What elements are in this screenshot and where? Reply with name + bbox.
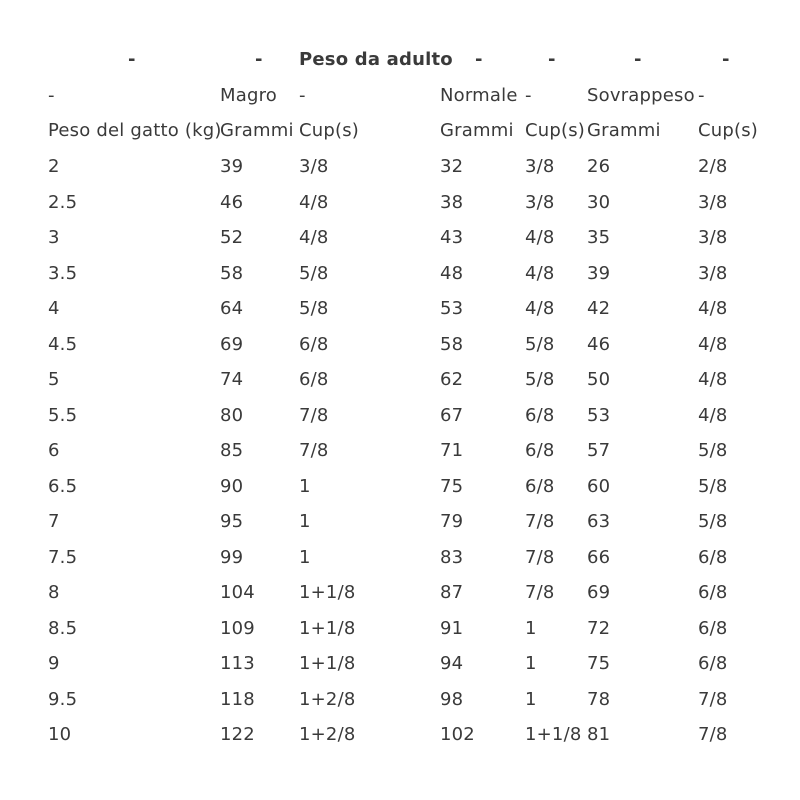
table-cell: 3 [48,227,60,248]
table-cell: 1+2/8 [299,724,356,745]
column-header: Cup(s) [525,120,586,141]
table-cell: 4/8 [698,404,728,426]
table-cell: 4/8 [698,298,728,319]
table-row [0,683,800,717]
table-row [0,150,800,184]
table-cell: 6/8 [698,546,728,568]
table-row [0,221,800,255]
table-cell: 3/8 [698,191,728,213]
table-cell: 5.5 [48,404,78,426]
table-cell: 48 [440,262,464,284]
table-cell: 91 [440,617,464,639]
title-row [0,43,800,77]
table-cell: 7/8 [299,404,329,426]
title-cell: - [722,49,730,70]
table-cell: 98 [440,688,464,710]
table-cell: 4/8 [299,227,329,248]
group-header-cell: - [525,85,532,106]
table-cell: 32 [440,156,464,177]
table-cell: 78 [587,688,611,710]
table-cell: 4/8 [525,298,555,319]
table-cell: 66 [587,546,611,568]
table-cell: 38 [440,191,464,213]
table-cell: 30 [587,191,611,213]
table-cell: 85 [220,440,244,461]
table-cell: 75 [587,653,611,674]
table-cell: 79 [440,511,464,532]
table-row [0,363,800,397]
table-cell: 3/8 [698,262,728,284]
group-header-cell: - [698,85,705,106]
table-cell: 4 [48,298,60,319]
table-cell: 4.5 [48,333,78,355]
column-header-row [0,114,800,148]
table-cell: 10 [48,724,72,745]
table-cell: 5/8 [525,333,555,355]
column-header: Cup(s) [299,120,360,141]
table-cell: 1+1/8 [299,617,356,639]
table-cell: 53 [440,298,464,319]
table-cell: 71 [440,440,464,461]
table-cell: 6/8 [698,582,728,603]
table-cell: 8.5 [48,617,78,639]
table-cell: 5 [48,369,60,390]
table-cell: 90 [220,475,244,497]
table-cell: 67 [440,404,464,426]
table-cell: 1+1/8 [299,582,356,603]
table-cell: 3/8 [525,191,555,213]
table-cell: 95 [220,511,244,532]
table-cell: 6/8 [525,475,555,497]
table-cell: 94 [440,653,464,674]
table-cell: 58 [440,333,464,355]
title-cell: - [475,49,483,70]
table-cell: 80 [220,404,244,426]
table-cell: 5/8 [299,298,329,319]
table-cell: 64 [220,298,244,319]
table-row [0,647,800,681]
table-row [0,576,800,610]
table-cell: 104 [220,582,255,603]
column-header: Grammi [587,120,661,141]
table-row [0,470,800,504]
table-row [0,292,800,326]
table-cell: 3/8 [525,156,555,177]
table-cell: 113 [220,653,255,674]
table-cell: 3.5 [48,262,78,284]
table-cell: 52 [220,227,244,248]
table-cell: 118 [220,688,255,710]
table-cell: 102 [440,724,475,745]
table-cell: 7/8 [698,724,728,745]
table-cell: 1+1/8 [299,653,356,674]
table-cell: 1+1/8 [525,724,582,745]
column-header: Peso del gatto (kg) [48,120,222,141]
column-header: Cup(s) [698,120,759,141]
group-header-cell: - [299,85,306,106]
table-cell: 6.5 [48,475,78,497]
table-cell: 99 [220,546,244,568]
table-cell: 81 [587,724,611,745]
table-cell: 69 [220,333,244,355]
title-cell: - [255,49,263,70]
table-cell: 83 [440,546,464,568]
table-cell: 7/8 [525,546,555,568]
table-cell: 6/8 [299,333,329,355]
table-cell: 62 [440,369,464,390]
table-cell: 1+2/8 [299,688,356,710]
table-cell: 109 [220,617,255,639]
table-row [0,399,800,433]
table-cell: 6/8 [299,369,329,390]
table-cell: 63 [587,511,611,532]
table-cell: 5/8 [698,511,728,532]
table-cell: 5/8 [525,369,555,390]
table-cell: 42 [587,298,611,319]
table-cell: 4/8 [698,369,728,390]
title-cell: - [128,49,136,70]
table-cell: 9.5 [48,688,78,710]
table-cell: 4/8 [299,191,329,213]
table-cell: 7.5 [48,546,78,568]
table-cell: 6/8 [698,653,728,674]
table-cell: 4/8 [525,227,555,248]
table-title: Peso da adulto [299,49,453,70]
table-cell: 26 [587,156,611,177]
table-cell: 5/8 [698,475,728,497]
column-header: Grammi [220,120,294,141]
table-cell: 46 [220,191,244,213]
table-cell: 1 [299,511,311,532]
title-cell: - [634,49,642,70]
table-cell: 8 [48,582,60,603]
table-cell: 1 [525,688,537,710]
table-cell: 7 [48,511,60,532]
table-cell: 6 [48,440,60,461]
table-cell: 1 [525,653,537,674]
table-cell: 5/8 [698,440,728,461]
table-row [0,328,800,362]
group-header-magro: Magro [220,85,278,106]
table-cell: 3/8 [698,227,728,248]
group-header-cell: - [48,85,55,106]
table-cell: 7/8 [525,582,555,603]
table-cell: 5/8 [299,262,329,284]
table-row [0,505,800,539]
table-row [0,612,800,646]
table-row [0,541,800,575]
table-row [0,257,800,291]
table-row [0,434,800,468]
table-cell: 75 [440,475,464,497]
table-cell: 6/8 [698,617,728,639]
table-cell: 7/8 [698,688,728,710]
table-cell: 2/8 [698,156,728,177]
table-cell: 50 [587,369,611,390]
table-cell: 87 [440,582,464,603]
table-cell: 1 [299,546,311,568]
table-cell: 69 [587,582,611,603]
table-cell: 7/8 [525,511,555,532]
table-cell: 2 [48,156,60,177]
table-cell: 58 [220,262,244,284]
table-cell: 9 [48,653,60,674]
table-cell: 6/8 [525,440,555,461]
table-cell: 1 [525,617,537,639]
table-cell: 122 [220,724,255,745]
table-row [0,718,800,752]
table-cell: 74 [220,369,244,390]
table-cell: 72 [587,617,611,639]
table-cell: 2.5 [48,191,78,213]
table-cell: 39 [587,262,611,284]
table-cell: 3/8 [299,156,329,177]
title-cell: - [548,49,556,70]
table-cell: 4/8 [698,333,728,355]
table-cell: 1 [299,475,311,497]
group-header-row [0,79,800,113]
table-cell: 4/8 [525,262,555,284]
table-cell: 6/8 [525,404,555,426]
table-cell: 53 [587,404,611,426]
table-cell: 60 [587,475,611,497]
table-row [0,186,800,220]
table-cell: 35 [587,227,611,248]
table-cell: 43 [440,227,464,248]
table-cell: 7/8 [299,440,329,461]
group-header-sovrappeso: Sovrappeso [587,85,695,106]
table-cell: 39 [220,156,244,177]
group-header-normale: Normale [440,85,518,106]
column-header: Grammi [440,120,514,141]
table-cell: 57 [587,440,611,461]
table-cell: 46 [587,333,611,355]
